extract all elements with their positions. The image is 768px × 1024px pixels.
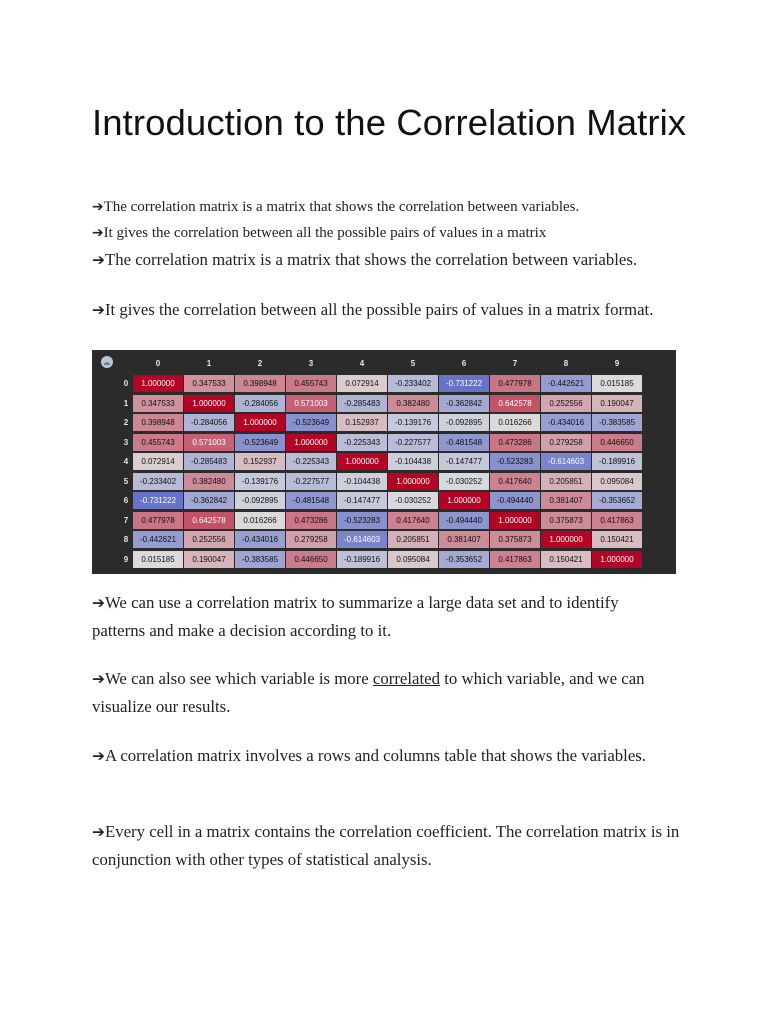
paragraph-3: ➔The correlation matrix is a matrix that shows the correlation between variables. xyxy=(92,250,638,269)
matrix-cell: -0.092895 xyxy=(439,414,489,431)
matrix-cell: 0.398948 xyxy=(235,375,285,392)
matrix-cell: -0.227577 xyxy=(286,473,336,490)
matrix-cell: 0.417640 xyxy=(490,473,540,490)
matrix-cell: 0.016266 xyxy=(490,414,540,431)
matrix-cell: -0.092895 xyxy=(235,492,285,509)
matrix-cell: 0.072914 xyxy=(133,453,183,470)
matrix-cell: -0.233402 xyxy=(388,375,438,392)
matrix-cell: 0.477978 xyxy=(490,375,540,392)
paragraph-4: ➔It gives the correlation between all the possible pairs of values in a matrix format. xyxy=(92,300,654,319)
paragraph-8: ➔Every cell in a matrix contains the correlation coefficient. The correlation matrix is in conjunction with other types of statistical analysis. xyxy=(92,822,680,869)
paragraph-2: ➔It gives the correlation between all the possible pairs of values in a matrix xyxy=(92,225,547,241)
column-header: 6 xyxy=(461,359,467,368)
matrix-cell: -0.233402 xyxy=(133,473,183,490)
matrix-cell: -0.481548 xyxy=(286,492,336,509)
matrix-cell: -0.189916 xyxy=(337,551,387,568)
page-title: Introduction to the Correlation Matrix xyxy=(92,102,687,143)
column-header: 1 xyxy=(206,359,212,368)
column-header: 7 xyxy=(512,359,518,368)
matrix-cell: -0.614603 xyxy=(541,453,591,470)
matrix-cell: 0.252556 xyxy=(184,531,234,548)
matrix-cell: 0.152937 xyxy=(337,414,387,431)
matrix-cell: -0.494440 xyxy=(490,492,540,509)
matrix-cell: -0.494440 xyxy=(439,512,489,529)
arrow-icon: ➔ xyxy=(92,225,104,241)
matrix-cell: -0.523649 xyxy=(235,434,285,451)
matrix-cell: 0.417640 xyxy=(388,512,438,529)
matrix-cell: 0.382480 xyxy=(388,395,438,412)
matrix-cell: 1.000000 xyxy=(592,551,642,568)
arrow-icon: ➔ xyxy=(92,251,105,269)
matrix-cell: -0.481548 xyxy=(439,434,489,451)
matrix-cell: 0.398948 xyxy=(133,414,183,431)
paragraph-7: ➔A correlation matrix involves a rows and columns table that shows the variables. xyxy=(92,746,647,765)
matrix-cell: -0.383585 xyxy=(235,551,285,568)
matrix-cell: 0.190047 xyxy=(184,551,234,568)
matrix-cell: -0.030252 xyxy=(439,473,489,490)
matrix-cell: 0.015185 xyxy=(133,551,183,568)
matrix-cell: -0.225343 xyxy=(337,434,387,451)
user-avatar-icon xyxy=(101,356,113,368)
correlation-matrix-table xyxy=(92,350,676,574)
matrix-cell: 1.000000 xyxy=(286,434,336,451)
matrix-cell: -0.139176 xyxy=(235,473,285,490)
paragraph-6: ➔We can also see which variable is more correlated to which variable, and we can visualize our results. xyxy=(92,669,645,716)
matrix-cell: 0.642578 xyxy=(490,395,540,412)
matrix-cell: 0.446650 xyxy=(592,434,642,451)
column-header: 2 xyxy=(257,359,263,368)
arrow-icon: ➔ xyxy=(92,823,105,841)
matrix-cell: 0.279258 xyxy=(541,434,591,451)
matrix-cell: -0.362842 xyxy=(439,395,489,412)
matrix-cell: 0.150421 xyxy=(592,531,642,548)
row-header: 0 xyxy=(123,379,129,388)
paragraph-1: ➔The correlation matrix is a matrix that shows the correlation between variables. xyxy=(92,199,580,215)
row-header: 2 xyxy=(123,418,129,427)
matrix-cell: -0.227577 xyxy=(388,434,438,451)
matrix-cell: -0.353652 xyxy=(592,492,642,509)
matrix-cell: 0.152937 xyxy=(235,453,285,470)
row-header: 9 xyxy=(123,554,129,564)
matrix-cell: -0.147477 xyxy=(337,492,387,509)
matrix-cell: 0.571003 xyxy=(184,434,234,451)
row-header: 5 xyxy=(123,476,129,486)
correlated-link[interactable]: correlated xyxy=(372,669,440,688)
row-header: 6 xyxy=(123,496,129,505)
matrix-cell: 0.279258 xyxy=(286,531,336,548)
matrix-cell: -0.523283 xyxy=(490,453,540,470)
matrix-cell: 1.000000 xyxy=(184,395,234,412)
matrix-cell: 0.190047 xyxy=(592,395,642,412)
column-header: 0 xyxy=(155,359,161,368)
matrix-cell: -0.030252 xyxy=(388,492,438,509)
matrix-cell: 0.571003 xyxy=(286,395,336,412)
matrix-cell: -0.285483 xyxy=(184,453,234,470)
matrix-cell: -0.383585 xyxy=(592,414,642,431)
matrix-cell: 0.150421 xyxy=(541,551,591,568)
matrix-cell: 1.000000 xyxy=(235,414,285,431)
row-header: 4 xyxy=(123,457,129,466)
matrix-cell: -0.104438 xyxy=(337,473,387,490)
matrix-cell: 0.446650 xyxy=(286,551,336,568)
column-header: 4 xyxy=(359,359,365,368)
matrix-cell: 0.477978 xyxy=(133,512,183,529)
matrix-cell: 0.381407 xyxy=(541,492,591,509)
matrix-cell: -0.523649 xyxy=(286,414,336,431)
matrix-cell: -0.225343 xyxy=(286,453,336,470)
row-header: 7 xyxy=(123,515,129,525)
matrix-cell: 0.455743 xyxy=(286,375,336,392)
matrix-cell: 0.382480 xyxy=(184,473,234,490)
arrow-icon: ➔ xyxy=(92,594,105,612)
arrow-icon: ➔ xyxy=(92,670,105,688)
matrix-cell: -0.284056 xyxy=(235,395,285,412)
column-header: 8 xyxy=(563,359,569,368)
matrix-cell: 1.000000 xyxy=(337,453,387,470)
matrix-cell: 0.642578 xyxy=(184,512,234,529)
matrix-cell: 0.095084 xyxy=(592,473,642,490)
matrix-cell: 1.000000 xyxy=(490,512,540,529)
matrix-cell: -0.442621 xyxy=(541,375,591,392)
row-header: 3 xyxy=(123,437,129,447)
matrix-cell: 1.000000 xyxy=(541,531,591,548)
row-header: 8 xyxy=(123,535,129,544)
matrix-cell: 1.000000 xyxy=(133,375,183,392)
arrow-icon: ➔ xyxy=(92,199,104,215)
matrix-cell: 0.455743 xyxy=(133,434,183,451)
arrow-icon: ➔ xyxy=(92,301,105,319)
paragraph-5: ➔We can use a correlation matrix to summarize a large data set and to identify patterns and make a decision according to it. xyxy=(92,593,619,640)
matrix-cell: -0.189916 xyxy=(592,453,642,470)
matrix-cell: -0.434016 xyxy=(541,414,591,431)
matrix-cell: -0.285483 xyxy=(337,395,387,412)
matrix-cell: 0.252556 xyxy=(541,395,591,412)
matrix-cell: -0.353652 xyxy=(439,551,489,568)
matrix-cell: 0.205851 xyxy=(541,473,591,490)
matrix-cell: 0.205851 xyxy=(388,531,438,548)
matrix-cell: -0.442621 xyxy=(133,531,183,548)
matrix-cell: 0.347533 xyxy=(133,395,183,412)
column-header: 3 xyxy=(308,359,314,368)
matrix-cell: 0.473286 xyxy=(286,512,336,529)
matrix-cell: -0.284056 xyxy=(184,414,234,431)
matrix-cell: -0.731222 xyxy=(133,492,183,509)
matrix-cell: 0.473286 xyxy=(490,434,540,451)
matrix-cell: 1.000000 xyxy=(439,492,489,509)
matrix-cell: 0.016266 xyxy=(235,512,285,529)
matrix-cell: -0.147477 xyxy=(439,453,489,470)
matrix-cell: 0.072914 xyxy=(337,375,387,392)
matrix-cell: -0.523283 xyxy=(337,512,387,529)
arrow-icon: ➔ xyxy=(92,747,105,765)
column-header: 5 xyxy=(410,359,416,368)
row-header: 1 xyxy=(123,398,129,408)
matrix-cell: 0.347533 xyxy=(184,375,234,392)
matrix-cell: -0.139176 xyxy=(388,414,438,431)
matrix-cell: -0.434016 xyxy=(235,531,285,548)
matrix-cell: -0.104438 xyxy=(388,453,438,470)
matrix-cell: -0.614603 xyxy=(337,531,387,548)
matrix-cell: 0.417863 xyxy=(490,551,540,568)
matrix-cell: 0.015185 xyxy=(592,375,642,392)
matrix-cell: 1.000000 xyxy=(388,473,438,490)
matrix-cell: 0.417863 xyxy=(592,512,642,529)
matrix-cell: 0.095084 xyxy=(388,551,438,568)
matrix-cell: -0.362842 xyxy=(184,492,234,509)
column-header: 9 xyxy=(614,359,620,368)
matrix-cell: -0.731222 xyxy=(439,375,489,392)
matrix-cell: 0.375873 xyxy=(541,512,591,529)
matrix-cell: 0.375873 xyxy=(490,531,540,548)
matrix-cell: 0.381407 xyxy=(439,531,489,548)
